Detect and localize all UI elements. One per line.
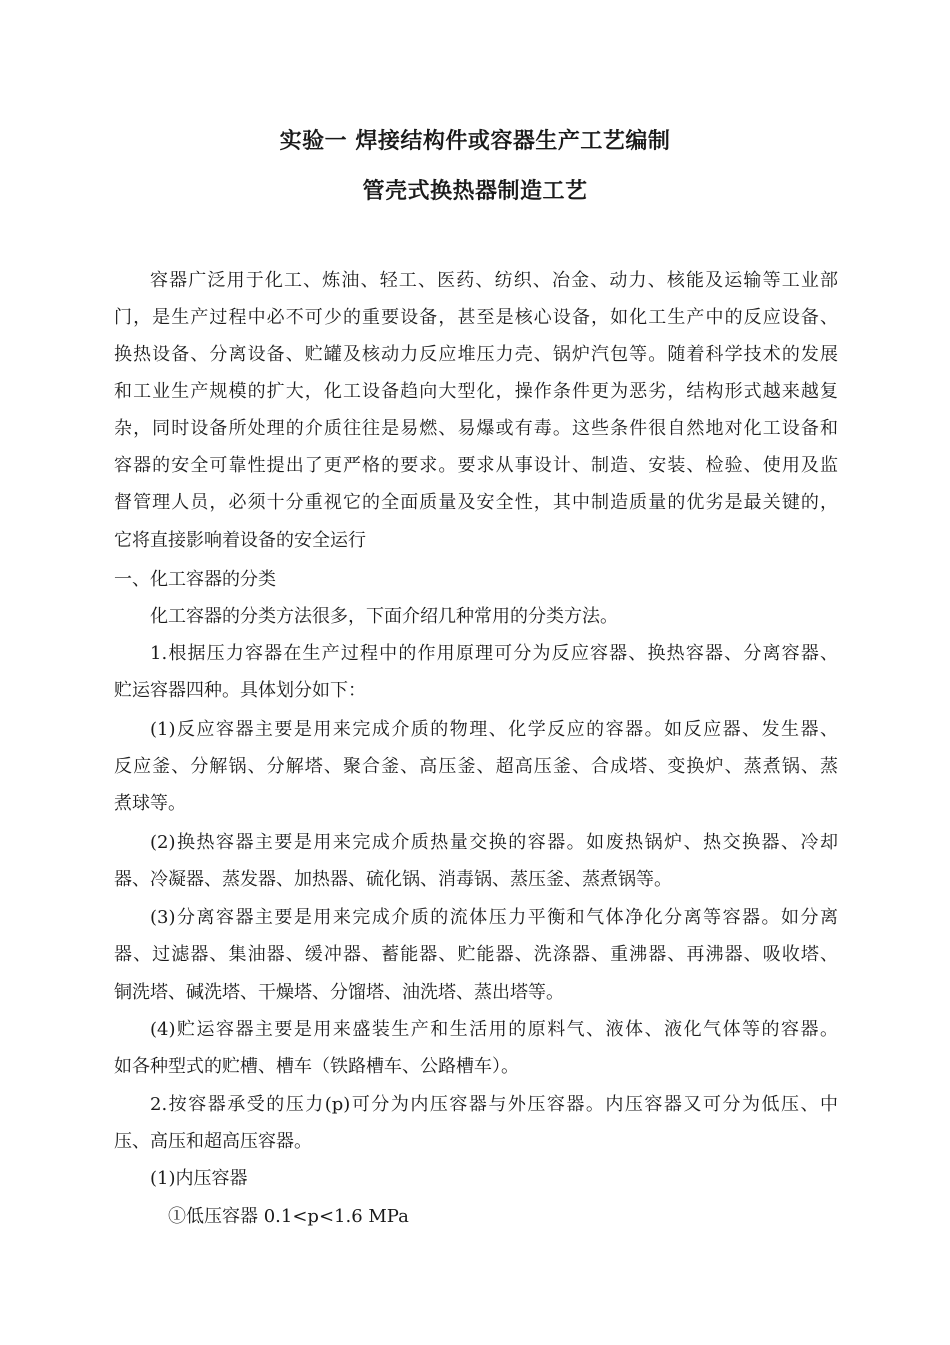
sub-item-3-line: 铜洗塔、碱洗塔、干燥塔、分馏塔、油洗塔、蒸出塔等。 xyxy=(114,982,564,1003)
sub-item-1-line: 煮球等。 xyxy=(114,793,186,814)
sub-item-2-line: (2)换热容器主要是用来完成介质热量交换的容器。如废热锅炉、热交换器、冷却 xyxy=(150,832,838,853)
intro-line: 容器广泛用于化工、炼油、轻工、医药、纺织、冶金、动力、核能及运输等工业部 xyxy=(150,270,838,291)
sub-item-3-line: 器、过滤器、集油器、缓冲器、蓄能器、贮能器、洗涤器、重沸器、再沸器、吸收塔、 xyxy=(114,944,838,965)
intro-line: 门，是生产过程中必不可少的重要设备，甚至是核心设备，如化工生产中的反应设备、 xyxy=(114,307,838,328)
sub-item-3-line: (3)分离容器主要是用来完成介质的流体压力平衡和气体净化分离等容器。如分离 xyxy=(150,907,838,928)
sub-item-1-line: 反应釜、分解锅、分解塔、聚合釜、高压釜、超高压釜、合成塔、变换炉、蒸煮锅、蒸 xyxy=(114,756,838,777)
intro-line: 杂，同时设备所处理的介质往往是易燃、易爆或有毒。这些条件很自然地对化工设备和 xyxy=(114,418,838,439)
section-intro: 化工容器的分类方法很多，下面介绍几种常用的分类方法。 xyxy=(150,606,618,627)
sub-item-4-line: 如各种型式的贮槽、槽车（铁路槽车、公路槽车）。 xyxy=(114,1056,519,1077)
document-title: 实验一 焊接结构件或容器生产工艺编制 xyxy=(279,129,671,154)
item-1-line: 贮运容器四种。具体划分如下： xyxy=(114,680,366,701)
intro-line: 和工业生产规模的扩大，化工设备趋向大型化，操作条件更为恶劣，结构形式越来越复 xyxy=(114,381,838,402)
item-2-line: 压、高压和超高压容器。 xyxy=(114,1131,312,1152)
document-subtitle: 管壳式换热器制造工艺 xyxy=(362,179,588,204)
sub-item-1-line: (1)反应容器主要是用来完成介质的物理、化学反应的容器。如反应器、发生器、 xyxy=(150,719,838,740)
section-heading: 一、化工容器的分类 xyxy=(114,569,276,590)
sub-internal-pressure: (1)内压容器 xyxy=(150,1168,248,1189)
sub-internal-low-pressure: ①低压容器 0.1<p<1.6 MPa xyxy=(168,1206,409,1227)
intro-line: 换热设备、分离设备、贮罐及核动力反应堆压力壳、锅炉汽包等。随着科学技术的发展 xyxy=(114,344,838,365)
sub-item-4-line: (4)贮运容器主要是用来盛装生产和生活用的原料气、液体、液化气体等的容器。 xyxy=(150,1019,838,1040)
intro-line: 容器的安全可靠性提出了更严格的要求。要求从事设计、制造、安装、检验、使用及监 xyxy=(114,455,838,476)
item-1-line: 1.根据压力容器在生产过程中的作用原理可分为反应容器、换热容器、分离容器、 xyxy=(150,643,838,664)
item-2-line: 2.按容器承受的压力(p)可分为内压容器与外压容器。内压容器又可分为低压、中 xyxy=(150,1094,838,1115)
sub-item-2-line: 器、冷凝器、蒸发器、加热器、硫化锅、消毒锅、蒸压釜、蒸煮锅等。 xyxy=(114,869,672,890)
intro-line: 它将直接影响着设备的安全运行 xyxy=(114,530,366,551)
intro-line: 督管理人员，必须十分重视它的全面质量及安全性，其中制造质量的优劣是最关键的， xyxy=(114,492,838,513)
